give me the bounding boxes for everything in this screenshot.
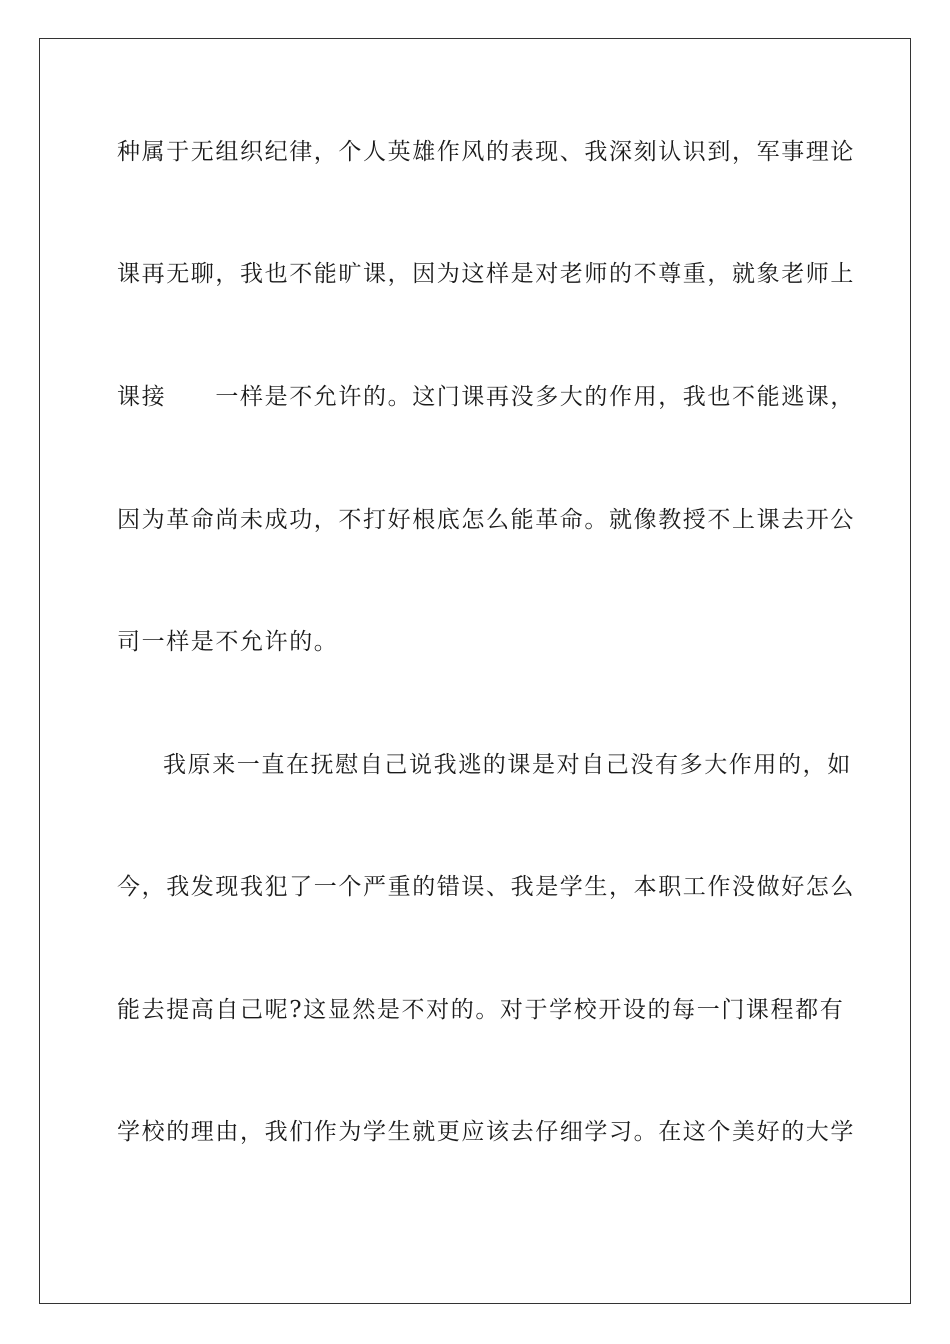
text-line: 种属于无组织纪律，个人英雄作风的表现、我深刻认识到，军事理论 [117, 139, 855, 165]
paragraph-first-line: 我原来一直在抚慰自己说我逃的课是对自己没有多大作用的，如 [163, 752, 852, 778]
page-border [39, 38, 911, 1304]
text-line: 课接 一样是不允许的。这门课再没多大的作用，我也不能逃课， [117, 384, 855, 410]
text-line: 今，我发现我犯了一个严重的错误、我是学生，本职工作没做好怎么 [117, 874, 855, 900]
text-line: 学校的理由，我们作为学生就更应该去仔细学习。在这个美好的大学 [117, 1119, 855, 1145]
text-line: 因为革命尚未成功，不打好根底怎么能革命。就像教授不上课去开公 [117, 507, 855, 533]
text-line: 能去提高自己呢?这显然是不对的。对于学校开设的每一门课程都有 [117, 997, 845, 1023]
text-line: 课再无聊，我也不能旷课，因为这样是对老师的不尊重，就象老师上 [117, 261, 855, 287]
text-line: 司一样是不允许的。 [117, 629, 339, 655]
